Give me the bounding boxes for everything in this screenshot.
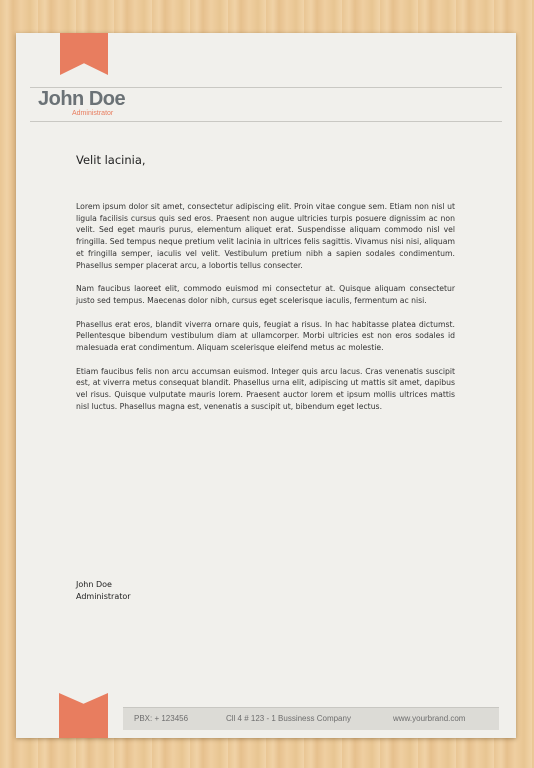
footer-bar [123, 707, 499, 730]
footer-phone: PBX: + 123456 [134, 714, 189, 723]
letterhead-page [16, 33, 516, 738]
signature-role: Administrator [76, 592, 131, 601]
letter-greeting: Velit lacinia, [76, 153, 146, 167]
signature-name: John Doe [76, 580, 112, 589]
footer-ribbon [59, 693, 108, 738]
body-paragraph: Lorem ipsum dolor sit amet, consectetur adipiscing elit. Proin vitae congue sem. Etiam non nisl ut ligula facilisis cursus quis sed eros. Praesent non augue ultricies turpis posuere dignissim ac non velit. Sed eget mauris purus, elementum aliquet erat. Suspendisse aliquam commodo nisl vel fringilla. Sed tempus neque pretium velit lacinia in ultrices felis sagittis. Vivamus nisi nisi, aliquam et fringilla semper, iaculis vel velit. Vestibulum pretium nibh a sapien sodales condimentum. Phasellus semper placerat arcu, a lobortis tellus consecter. [76, 202, 455, 270]
footer-address: Cll 4 # 123 - 1 Bussiness Company [226, 714, 351, 723]
signature-block [76, 579, 131, 603]
body-paragraph: Phasellus erat eros, blandit viverra ornare quis, feugiat a risus. In hac habitasse platea dictumst. Pellentesque bibendum vestibulum diam at ullamcorper. Morbi ultricies est non eros sodales id malesuada erat condimentum. Aliquam scelerisque eleifend metus ac molestie. [76, 319, 455, 353]
header-role: Administrator [72, 110, 114, 117]
body-paragraph: Etiam faucibus felis non arcu accumsan euismod. Integer quis arcu lacus. Cras venenatis suscipit est, at viverra metus consequat blandit. Phasellus urna elit, adipiscing ut mattis sit amet, dapibus vel risus. Quisque vulputate mauris lorem. Praesent auctor lorem et ipsum mollis ultrices mattis nisl luctus. Phasellus magna est, venenatis a suscipit ut, bibendum eget lectus. [76, 366, 455, 411]
body-paragraph: Nam faucibus laoreet elit, commodo euismod mi consectetur at. Quisque aliquam consectetur justo sed tempus. Maecenas dolor nibh, cursus eget scelerisque iaculis, fermentum ac nisi. [76, 284, 455, 305]
footer-website[interactable]: www.yourbrand.com [393, 714, 466, 723]
header-name: John Doe [38, 88, 126, 110]
header-rule-bottom [30, 121, 502, 122]
letter-body [76, 201, 455, 425]
header-ribbon [60, 33, 108, 75]
